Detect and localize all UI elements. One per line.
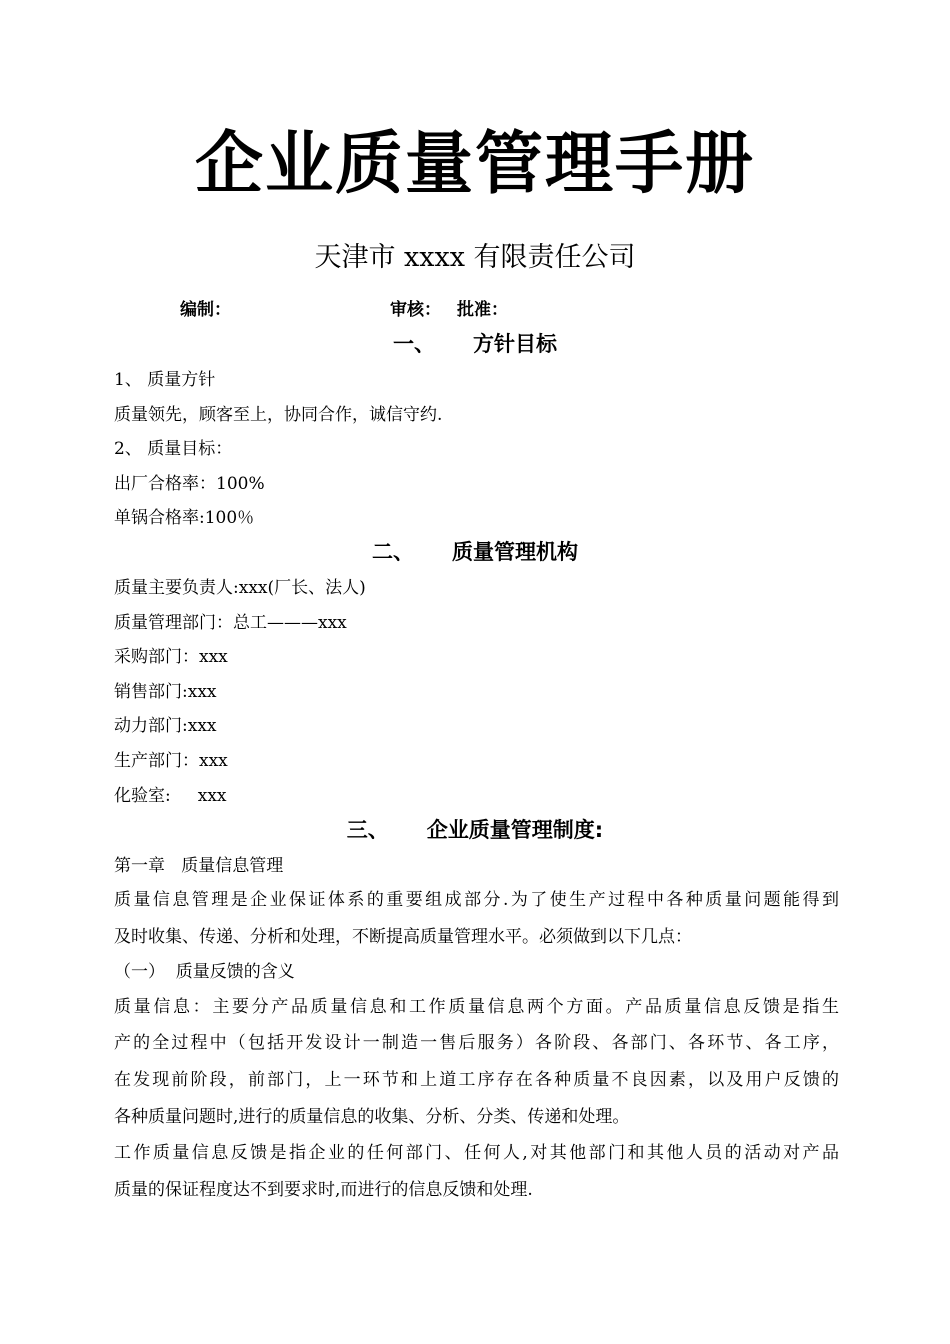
reviewed-by-label: 审核：: [390, 300, 441, 320]
subsection-heading: （一） 质量反馈的含义: [114, 962, 295, 982]
laboratory: 化验室: xxx: [114, 786, 227, 806]
section-title: 方针目标: [473, 332, 557, 356]
quality-policy-heading: 1、 质量方针: [114, 370, 216, 390]
section-number: 一、: [393, 332, 435, 356]
company-name: 天津市 xxxx 有限责任公司: [314, 242, 636, 273]
paragraph-line: 质量的保证程度达不到要求时,而进行的信息反馈和处理.: [114, 1180, 533, 1200]
paragraph-line: 工作质量信息反馈是指企业的任何部门、任何人,对其他部门和其他人员的活动对产品: [114, 1143, 839, 1163]
power-dept: 动力部门:xxx: [114, 716, 217, 736]
paragraph-line: 质量信息：主要分产品质量信息和工作质量信息两个方面。产品质量信息反馈是指生: [114, 997, 839, 1017]
paragraph-line: 产的全过程中（包括开发设计一制造一售后服务）各阶段、各部门、各环节、各工序，: [114, 1033, 839, 1053]
paragraph-line: 及时收集、传递、分析和处理，不断提高质量管理水平。必须做到以下几点：: [114, 927, 692, 947]
compiled-by-label: 编制：: [180, 300, 231, 320]
quality-policy-text: 质量领先，顾客至上，协同合作，诚信守约.: [114, 405, 443, 425]
section-number: 三、: [346, 818, 389, 842]
quality-goals-heading: 2、 质量目标：: [114, 439, 233, 459]
boiler-pass-rate: 单锅合格率:100％: [114, 508, 255, 528]
section-heading-1: [0, 329, 950, 359]
purchasing-dept: 采购部门：xxx: [114, 647, 228, 667]
document-title: 企业质量管理手册: [194, 125, 755, 204]
factory-pass-rate: 出厂合格率：100%: [114, 474, 265, 494]
paragraph-line: 在发现前阶段，前部门，上一环节和上道工序存在各种质量不良因素，以及用户反馈的: [114, 1070, 839, 1090]
section-heading-2: [0, 537, 950, 567]
approved-by-label: 批准：: [457, 300, 508, 320]
section-title: 企业质量管理制度:: [426, 818, 604, 842]
section-heading-3: [0, 815, 950, 845]
section-title: 质量管理机构: [452, 540, 578, 564]
quality-management-dept: 质量管理部门：总工———xxx: [114, 613, 347, 633]
sales-dept: 销售部门:xxx: [114, 682, 217, 702]
paragraph-line: 各种质量问题时,进行的质量信息的收集、分析、分类、传递和处理。: [114, 1107, 630, 1127]
section-number: 二、: [372, 540, 414, 564]
chapter-heading: 第一章 质量信息管理: [114, 856, 284, 876]
paragraph-line: 质量信息管理是企业保证体系的重要组成部分.为了使生产过程中各种质量问题能得到: [114, 890, 839, 910]
production-dept: 生产部门：xxx: [114, 751, 228, 771]
quality-chief: 质量主要负责人:xxx(厂长、法人): [114, 578, 366, 598]
